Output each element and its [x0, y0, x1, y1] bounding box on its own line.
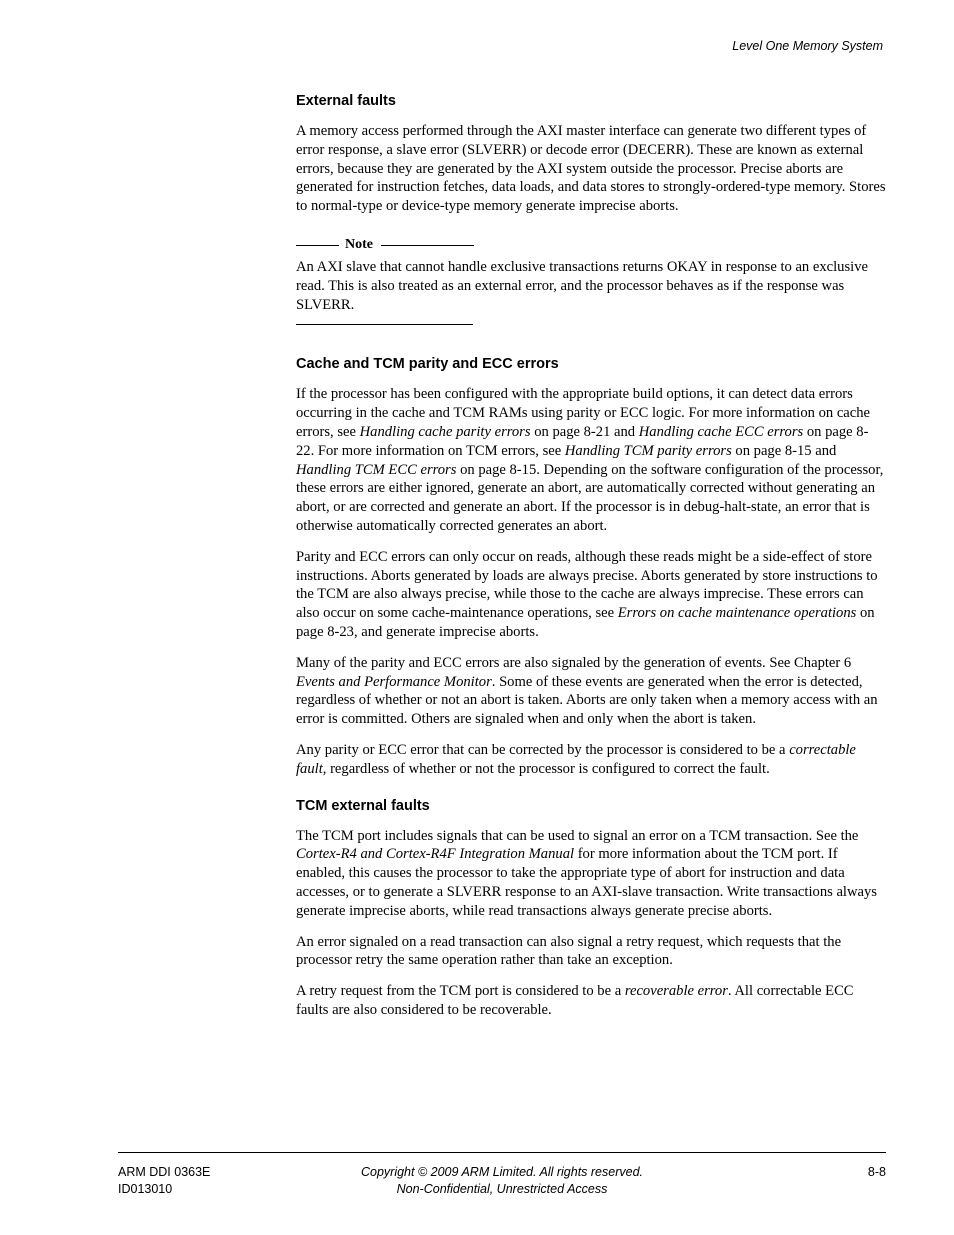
cross-reference[interactable]: Events and Performance Monitor: [296, 673, 492, 690]
text-run: . Some of these events are generated when the error is detected, regardless of whether or not an abort is taken. Aborts are only taken when a memory access with an error is committed. Others are signaled when and only when the abort is taken.: [296, 673, 878, 728]
text-run: for more information about the TCM port. If enabled, this causes the processor to take the appropriate type of abort for instruction and data accesses, or to generate a SLVERR response to an AXI-slave transaction. Write transactions always generate imprecise aborts, while read transactions always generate precise aborts.: [296, 846, 877, 919]
note-rule-right: [381, 245, 474, 246]
section-tcm-external-faults: [296, 797, 886, 1020]
text-run: on page 8-15. Depending on the software configuration of the processor, these errors are either ignored, generate an abort, are automatically corrected without generating an abort, or are corrected and generate an abort. If the processor is in debug-halt-state, an error that is otherwise automatically corrected generates an abort.: [296, 461, 884, 534]
cross-reference[interactable]: Cortex-R4 and Cortex-R4F Integration Manual: [296, 846, 575, 863]
term: recoverable error: [624, 983, 728, 1000]
paragraph: [296, 548, 886, 642]
cross-reference[interactable]: Handling TCM parity errors: [564, 442, 732, 459]
heading-tcm-external-faults: TCM external faults: [296, 797, 430, 814]
section-external-faults: [296, 92, 886, 325]
section-cache-tcm-errors: [296, 355, 886, 778]
text-run: . All correctable ECC faults are also considered to be recoverable.: [296, 983, 854, 1018]
running-header: Level One Memory System: [732, 39, 883, 53]
page-content: [296, 92, 886, 1032]
note-text: An AXI slave that cannot handle exclusive transactions returns OKAY in response to an exclusive read. This is also treated as an external error, and the processor behaves as if the response was SLVERR.: [296, 258, 868, 313]
page-number: 8-8: [867, 1165, 886, 1179]
paragraph: [296, 385, 886, 535]
paragraph: [296, 654, 886, 729]
text-run: , regardless of whether or not the processor is configured to correct the fault.: [322, 760, 770, 777]
copyright-text: Copyright © 2009 ARM Limited. All rights reserved.: [360, 1165, 643, 1179]
note-rule-left: [296, 245, 339, 246]
cross-reference[interactable]: Handling cache parity errors: [359, 423, 531, 440]
note-header: [296, 236, 474, 254]
paragraph: [296, 982, 886, 1020]
text-run: on page 8-23, and generate imprecise aborts.: [296, 605, 875, 640]
paragraph: A memory access performed through the AXI master interface can generate two different types of error response, a slave error (SLVERR) or decode error (DECERR). These are known as external errors, because they are generated by the AXI system outside the processor. Precise aborts are generated for instruction fetches, data loads, and data stores to strongly-ordered-type memory. Stores to normal-type or device-type memory generate imprecise aborts.: [296, 123, 886, 215]
text-run: A retry request from the TCM port is considered to be a: [296, 983, 625, 1000]
paragraph: [296, 827, 886, 921]
footer-copyright: [118, 1164, 886, 1197]
cross-reference[interactable]: Handling TCM ECC errors: [296, 461, 457, 478]
text-run: on page 8-15 and: [731, 442, 837, 459]
doc-id: ID013010: [118, 1181, 173, 1196]
text-run: If the processor has been configured with the appropriate build options, it can detect data errors occurring in the cache and TCM RAMs using parity or ECC logic. For more information on cache errors, see: [296, 386, 871, 440]
cross-reference[interactable]: Handling cache ECC errors: [638, 423, 804, 440]
access-text: Non-Confidential, Unrestricted Access: [396, 1181, 608, 1196]
text-run: on page 8-22. For more information on TCM errors, see: [296, 423, 869, 459]
cross-reference[interactable]: Errors on cache maintenance operations: [617, 605, 857, 622]
paragraph: [296, 741, 886, 779]
footer-rule: [118, 1152, 886, 1153]
doc-number: ARM DDI 0363E: [118, 1165, 211, 1179]
text-run: on page 8-21 and: [530, 423, 639, 440]
text-run: The TCM port includes signals that can be used to signal an error on a TCM transaction. See the: [296, 827, 859, 844]
paragraph: An error signaled on a read transaction can also signal a retry request, which requests that the processor retry the same operation rather than take an exception.: [296, 933, 842, 969]
text-run: Any parity or ECC error that can be corrected by the processor is considered to be a: [296, 741, 790, 758]
note-end-rule: [296, 324, 473, 325]
term: correctable fault: [296, 741, 856, 777]
note-label: Note: [345, 236, 373, 252]
heading-cache-tcm-errors: Cache and TCM parity and ECC errors: [296, 356, 559, 373]
text-run: Parity and ECC errors can only occur on reads, although these reads might be a side-effect of store instructions. Aborts generated by loads are always precise. Aborts generated by store instructions to the TCM are also always precise, while those to the cache are always imprecise. These errors can also occur on some cache-maintenance operations, see: [296, 548, 878, 622]
text-run: Many of the parity and ECC errors are also signaled by the generation of events. See Chapter 6: [296, 654, 852, 671]
heading-external-faults: External faults: [296, 93, 396, 109]
